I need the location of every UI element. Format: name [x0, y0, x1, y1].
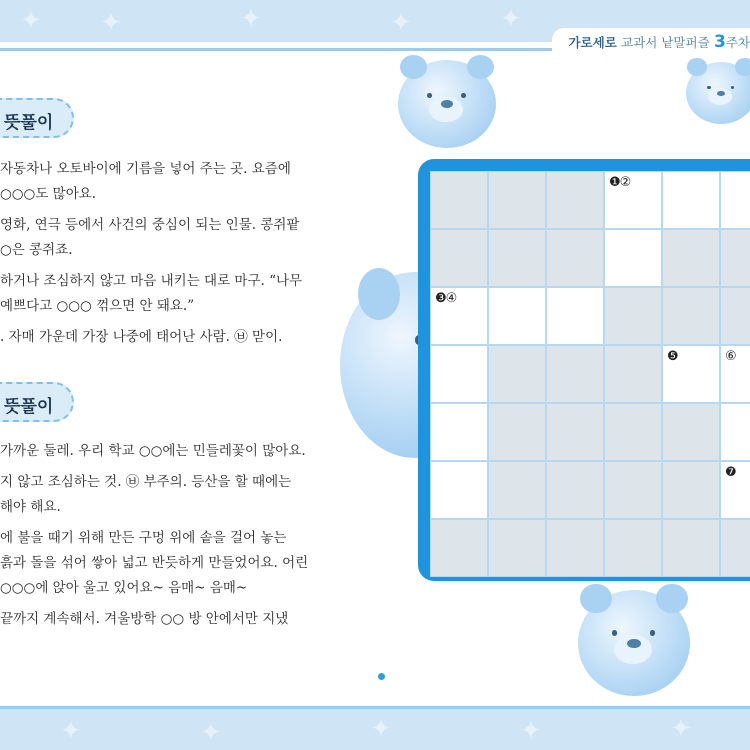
grid-cell-blocked: [488, 345, 546, 403]
bone-icon: ✦: [240, 4, 262, 34]
bone-icon: ✦: [20, 6, 42, 36]
clue-item: 끝까지 계속해서. 겨울방학 ○○ 방 안에서만 지냈: [0, 611, 289, 627]
grid-cell-blocked: [604, 345, 662, 403]
grid-cell-answer[interactable]: [546, 287, 604, 345]
bone-icon: ✦: [520, 716, 542, 746]
page-header-tab: [552, 28, 750, 58]
grid-cell-answer[interactable]: [720, 345, 750, 403]
clue-item: 자동차나 오토바이에 기름을 넣어 주는 곳. 요즘에 ○○○도 많아요.: [0, 161, 291, 202]
grid-cell-answer[interactable]: [430, 345, 488, 403]
clue-number: ⑥: [725, 349, 736, 364]
grid-cell-blocked: [546, 403, 604, 461]
clue-item: 영화, 연극 등에서 사건의 중심이 되는 인물. 콩쥐팥 ○은 콩쥐죠.: [0, 217, 300, 258]
clue-item: . 자매 가운데 가장 나중에 태어난 사람. ㉥ 맏이.: [0, 329, 283, 345]
bottom-band-line: [0, 706, 750, 709]
grid-cell-blocked: [430, 171, 488, 229]
grid-cell-blocked: [488, 519, 546, 577]
grid-cell-blocked: [488, 229, 546, 287]
grid-cell-answer[interactable]: [430, 287, 488, 345]
crossword-grid: [430, 171, 750, 577]
grid-cell-blocked: [720, 519, 750, 577]
section-heading: 뜻풀이: [4, 397, 54, 417]
bear-decoration: [578, 590, 690, 696]
grid-cell-answer[interactable]: [488, 287, 546, 345]
grid-cell-blocked: [430, 519, 488, 577]
grid-cell-answer[interactable]: [662, 171, 720, 229]
grid-cell-blocked: [546, 519, 604, 577]
bone-icon: ✦: [500, 4, 522, 34]
header-title: 가로세로: [568, 35, 617, 50]
grid-cell-blocked: [604, 403, 662, 461]
grid-cell-blocked: [604, 461, 662, 519]
bone-icon: ✦: [670, 714, 692, 744]
clue-item: 에 불을 때기 위해 만든 구멍 위에 솥을 걸어 놓는 흙과 돌을 섞어 쌓아 넓고 반듯하게 만들었어요. 어린 ○○○에 앉아 울고 있어요~ 음매~ 음매~: [0, 530, 309, 596]
grid-cell-answer[interactable]: [604, 171, 662, 229]
grid-cell-blocked: [546, 461, 604, 519]
grid-cell-blocked: [546, 171, 604, 229]
grid-cell-blocked: [488, 171, 546, 229]
grid-cell-blocked: [604, 519, 662, 577]
grid-cell-blocked: [488, 403, 546, 461]
week-number: 3: [714, 32, 726, 52]
bone-icon: ✦: [100, 8, 122, 38]
grid-cell-blocked: [662, 287, 720, 345]
grid-cell-blocked: [662, 229, 720, 287]
clue-list: [0, 157, 345, 356]
grid-cell-answer[interactable]: [720, 461, 750, 519]
grid-cell-blocked: [488, 461, 546, 519]
grid-cell-blocked: [546, 345, 604, 403]
grid-cell-blocked: [662, 403, 720, 461]
grid-cell-blocked: [720, 229, 750, 287]
grid-cell-answer[interactable]: [430, 403, 488, 461]
grid-cell-answer[interactable]: [430, 461, 488, 519]
grid-cell-answer[interactable]: [720, 403, 750, 461]
grid-cell-blocked: [720, 287, 750, 345]
grid-cell-answer[interactable]: [720, 171, 750, 229]
header-subtitle: 교과서 낱말퍼즐: [621, 35, 710, 50]
clue-list: [0, 439, 345, 638]
bone-icon: ✦: [200, 718, 222, 748]
clue-number: ❸④: [435, 291, 457, 306]
clue-number: ❼: [725, 465, 736, 480]
clue-number: ❶②: [609, 175, 631, 190]
grid-cell-answer[interactable]: [662, 345, 720, 403]
section-heading-pill: [0, 98, 74, 138]
bear-decoration: [398, 60, 496, 148]
clue-number: ❺: [667, 349, 678, 364]
section-heading: 뜻풀이: [4, 113, 54, 133]
grid-cell-blocked: [430, 229, 488, 287]
grid-cell-blocked: [662, 461, 720, 519]
grid-cell-blocked: [662, 519, 720, 577]
bone-icon: ✦: [390, 8, 412, 38]
grid-cell-blocked: [546, 229, 604, 287]
clue-item: 가까운 둘레. 우리 학교 ○○에는 민들레꽃이 많아요.: [0, 443, 306, 459]
bone-icon: ✦: [60, 716, 82, 746]
page-dot: [378, 673, 385, 680]
bear-decoration: [686, 62, 750, 124]
section-heading-pill: [0, 382, 74, 422]
bottom-decorative-band: [0, 706, 750, 750]
bone-icon: ✦: [370, 714, 392, 744]
clue-item: 지 않고 조심하는 것. ㉥ 부주의. 등산을 할 때에는 해야 해요.: [0, 474, 292, 515]
clue-item: 하거나 조심하지 않고 마음 내키는 대로 마구. “나무 예쁘다고 ○○○ 꺾으면 안 돼요.”: [0, 273, 303, 314]
grid-cell-answer[interactable]: [604, 229, 662, 287]
week-suffix: 주차: [725, 35, 750, 50]
grid-cell-blocked: [604, 287, 662, 345]
